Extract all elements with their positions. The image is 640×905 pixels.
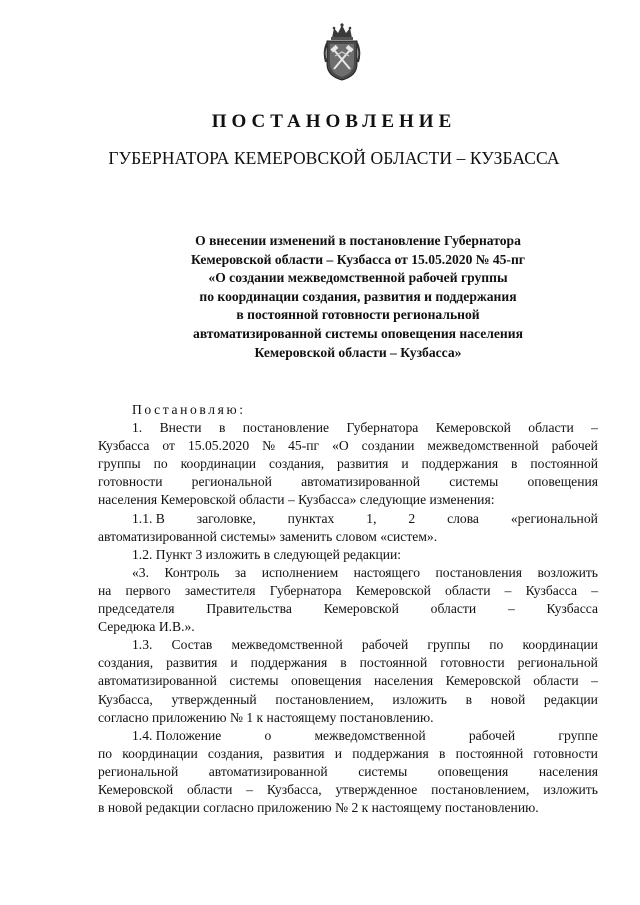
heading-line: «О создании межведомственной рабочей группы [208, 270, 508, 286]
word: оповещения [290, 673, 362, 689]
word: группы [427, 637, 471, 653]
word: автоматизированной [98, 673, 217, 689]
text-line [98, 491, 598, 509]
word: «3. [132, 564, 149, 580]
word: создания, [98, 655, 154, 671]
text-line [98, 455, 598, 473]
word: изложить [392, 691, 448, 707]
word: в [511, 456, 518, 472]
word: № [262, 438, 276, 454]
text-line [98, 799, 598, 817]
word: постоянной [455, 745, 524, 761]
word: поддержания [352, 745, 429, 761]
word: поддержания [250, 655, 328, 671]
word: Кемеровской [323, 601, 399, 617]
word: создания, [268, 456, 325, 472]
word: 1.3. [132, 637, 153, 653]
word: Кузбасса, [266, 781, 322, 797]
word: Кемеровской [355, 582, 431, 598]
word: региональной [191, 474, 272, 490]
paragraph-1-3 [98, 636, 598, 726]
word: 15.05.2020 [187, 438, 250, 454]
word: группе [558, 727, 598, 743]
word: развития [337, 456, 389, 472]
word: возложить [537, 564, 598, 580]
word: группы [98, 456, 141, 472]
paragraph-1-2: 1.2. Пункт 3 изложить в следующей редакции: [132, 546, 402, 562]
word: по [98, 745, 113, 761]
text-line [98, 691, 598, 709]
word: за [234, 564, 247, 580]
word: области [430, 601, 477, 617]
word: 45-пг [288, 438, 320, 454]
text-line [98, 727, 598, 745]
word: «региональной [510, 510, 598, 526]
paragraph-1-4 [98, 727, 598, 817]
word: утвержденное [335, 781, 418, 797]
word: межведомственной [314, 727, 426, 743]
word: автоматизированной [208, 763, 328, 779]
word: Контроль [164, 564, 220, 580]
word: и [230, 655, 238, 671]
word: создания, [207, 745, 264, 761]
word: готовности [440, 655, 505, 671]
word: Кузбасса [546, 601, 598, 617]
word: 1.1. В [132, 510, 165, 526]
word: Кемеровской [445, 673, 521, 689]
word: 1.4. Положение [132, 727, 222, 743]
word: в [439, 745, 446, 761]
word: региональной [98, 763, 179, 779]
word: постановлением, [431, 781, 530, 797]
text-line [98, 672, 598, 690]
text-line [98, 582, 598, 600]
word: оповещения [437, 763, 509, 779]
paragraph-1 [98, 419, 598, 509]
word: 2 [408, 510, 416, 526]
word: постоянной [359, 655, 428, 671]
word: постановление [242, 420, 330, 436]
word: поддержания [421, 456, 499, 472]
word: развития [166, 655, 218, 671]
word: области [528, 420, 574, 436]
word: создании [361, 438, 415, 454]
word: автоматизированной системы» заменить словом «систем». [98, 528, 438, 544]
heading-line: Кемеровской области – Кузбасса» [254, 344, 462, 360]
word: – [591, 673, 598, 689]
word: координации [122, 745, 198, 761]
word: населения Кемеровской области – Кузбасса» следующие изменения: [98, 492, 495, 508]
text-line [98, 618, 598, 636]
heading-line: Кемеровской области – Кузбасса от 15.05.2020 № 45-пг [191, 251, 525, 267]
text-line [98, 528, 598, 546]
word: постановлением, [275, 691, 374, 707]
word: на [98, 582, 112, 598]
word: согласно приложению № 1 к настоящему постановлению. [98, 709, 434, 725]
word: редакции [543, 691, 598, 707]
text-line [98, 600, 598, 618]
text-line [98, 636, 598, 654]
word: развития [273, 745, 325, 761]
word: оповещения [527, 474, 598, 490]
paragraph-1-1 [98, 510, 598, 546]
postanovlyayu-label: Постановляю: [132, 402, 246, 417]
word: – [591, 582, 598, 598]
coat-of-arms-icon [323, 22, 361, 82]
document-subtitle: ГУБЕРНАТОРА КЕМЕРОВСКОЙ ОБЛАСТИ – КУЗБАССА [108, 148, 560, 168]
word: рабочей [551, 438, 598, 454]
word: координации [180, 456, 257, 472]
word: – [504, 582, 512, 598]
word: в [465, 691, 473, 707]
word: межведомственной [231, 637, 343, 653]
word: системы [449, 474, 499, 490]
word: Кузбасса [98, 438, 150, 454]
word: в новой редакции согласно приложению № 2 к настоящему постановлению. [98, 800, 539, 816]
word: исполнением [261, 564, 339, 580]
document-heading [120, 232, 596, 362]
heading-line: в постоянной готовности региональной [236, 307, 480, 323]
word: области [533, 673, 579, 689]
text-line [98, 437, 598, 455]
word: – [507, 601, 515, 617]
word: Внести [159, 420, 202, 436]
word: пунктах [287, 510, 335, 526]
word: населения [538, 763, 598, 779]
word: заголовке, [196, 510, 256, 526]
text-line [98, 763, 598, 781]
heading-line: автоматизированной системы оповещения населения [193, 325, 523, 341]
word: Кемеровской [435, 420, 511, 436]
word: системы [358, 763, 408, 779]
word: рабочей [468, 727, 516, 743]
text-line [98, 781, 598, 799]
word: заместителя [184, 582, 256, 598]
text-line [98, 564, 598, 582]
text-line [98, 745, 598, 763]
word: от [162, 438, 175, 454]
word: по [489, 637, 504, 653]
word: системы [229, 673, 279, 689]
word: изложить [543, 781, 598, 797]
word: Кузбасса [525, 582, 578, 598]
word: по [153, 456, 168, 472]
word: 1. [132, 420, 143, 436]
word: готовности [533, 745, 598, 761]
word: рабочей [361, 637, 409, 653]
word: о [264, 727, 272, 743]
word: и [334, 745, 343, 761]
word: новой [490, 691, 526, 707]
word: автоматизированной [301, 474, 421, 490]
word: «О [332, 438, 349, 454]
text-line [98, 510, 598, 528]
word: Кузбасса, [98, 691, 153, 707]
word: – [246, 781, 254, 797]
word: постановления [435, 564, 522, 580]
heading-line: по координации создания, развития и поддержания [199, 288, 517, 304]
paragraph-3-quote [98, 564, 598, 636]
word: – [591, 420, 598, 436]
word: 1, [366, 510, 377, 526]
text-line [98, 419, 598, 437]
text-line [98, 654, 598, 672]
text-line [98, 473, 598, 491]
word: координации [522, 637, 598, 653]
word: населения [373, 673, 434, 689]
word: председателя [98, 601, 175, 617]
word: Губернатора [269, 582, 342, 598]
word: Кемеровской [98, 781, 174, 797]
document-body [98, 401, 598, 817]
word: постоянной [530, 456, 598, 472]
word: готовности [98, 474, 163, 490]
word: региональной [517, 655, 598, 671]
word: Правительства [206, 601, 292, 617]
word: настоящего [353, 564, 421, 580]
word: межведомственной [427, 438, 539, 454]
word: Губернатора [346, 420, 419, 436]
word: в [218, 420, 226, 436]
word: слова [447, 510, 479, 526]
word: области [186, 781, 233, 797]
text-line [98, 709, 598, 727]
word: области [445, 582, 491, 598]
word: и [401, 456, 409, 472]
heading-line: О внесении изменений в постановление Губернатора [195, 233, 521, 248]
word: первого [125, 582, 171, 598]
word: Середюка И.В.». [98, 619, 195, 635]
document-title: ПОСТАНОВЛЕНИЕ [211, 111, 457, 132]
word: утвержденный [171, 691, 257, 707]
word: в [340, 655, 347, 671]
word: Состав [171, 637, 213, 653]
